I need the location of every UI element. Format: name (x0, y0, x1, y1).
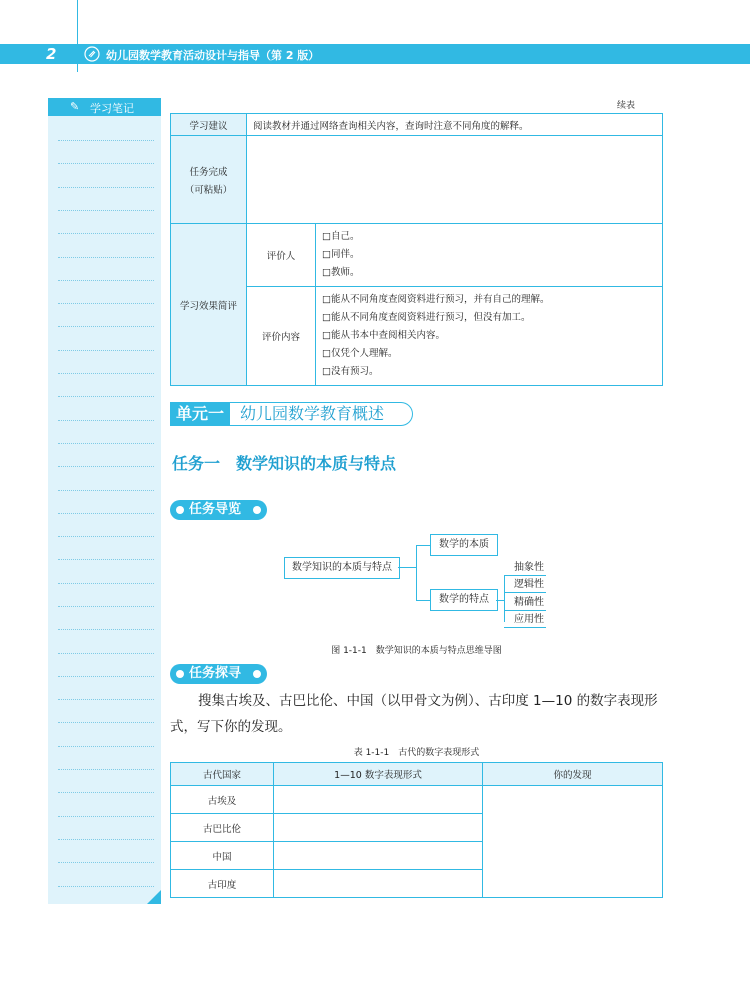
book-title: 幼儿园数学教育活动设计与指导（第 2 版） (106, 49, 320, 62)
col-header-numerals: 1—10 数字表现形式 (274, 763, 483, 786)
note-line (58, 676, 154, 677)
content-option[interactable]: □能从不同角度查阅资料进行预习，并有自己的理解。 (322, 294, 550, 305)
note-line (58, 163, 154, 164)
mindmap-branch-essence: 数学的本质 (430, 534, 498, 556)
content-option[interactable]: □仅凭个人理解。 (322, 348, 398, 359)
task-complete-line1: 任务完成 (189, 166, 228, 178)
country-cell: 古埃及 (171, 786, 274, 814)
content-options (316, 287, 663, 386)
note-line (58, 699, 154, 700)
note-line (58, 490, 154, 491)
numerals-cell[interactable] (274, 870, 483, 898)
note-line (58, 140, 154, 141)
mindmap-connector (416, 545, 417, 600)
eval-label: 学习效果简评 (171, 224, 247, 386)
mindmap-connector (496, 600, 504, 601)
dot-icon (253, 670, 261, 678)
note-line (58, 746, 154, 747)
figure-caption: 图 1-1-1 数学知识的本质与特点思维导图 (331, 646, 502, 656)
pencil-icon: ✎ (70, 100, 80, 113)
unit-title: 幼儿园数学教育概述 (230, 402, 413, 426)
evaluator-options (316, 224, 663, 287)
mindmap-leaf: 逻辑性 (512, 578, 546, 593)
content-option[interactable]: □能从书本中查阅相关内容。 (322, 330, 445, 341)
col-header-findings: 你的发现 (483, 763, 663, 786)
note-line (58, 583, 154, 584)
note-line (58, 769, 154, 770)
task-complete-area[interactable] (247, 136, 663, 224)
explore-paragraph: 搜集古埃及、古巴比伦、中国（以甲骨文为例）、古印度 1—10 的数字表现形式，写下你的发现。 (170, 693, 658, 735)
note-line (58, 420, 154, 421)
note-line (58, 187, 154, 188)
overview-label: 任务导览 (189, 502, 242, 517)
numerals-cell[interactable] (274, 786, 483, 814)
mindmap-connector (504, 592, 512, 593)
note-line (58, 606, 154, 607)
explore-label: 任务探寻 (189, 666, 242, 681)
notes-sidebar (48, 98, 161, 904)
note-line (58, 396, 154, 397)
evaluator-option[interactable]: □同伴。 (322, 249, 360, 260)
table-continued-label: 续表 (617, 101, 636, 111)
notes-sidebar-header (48, 98, 161, 116)
mindmap-connector (504, 627, 512, 628)
overview-heading (170, 500, 267, 520)
note-line (58, 443, 154, 444)
mindmap-connector (504, 575, 512, 576)
sidebar-corner-decoration (147, 890, 161, 904)
note-line (58, 559, 154, 560)
unit-tag: 单元一 (170, 402, 230, 426)
mindmap-leaf: 精确性 (512, 596, 546, 611)
numerals-cell[interactable] (274, 842, 483, 870)
note-line (58, 513, 154, 514)
mindmap-leaf: 应用性 (512, 613, 546, 628)
mindmap-connector (416, 600, 430, 601)
dot-icon (253, 506, 261, 514)
study-table (170, 113, 663, 386)
content-label: 评价内容 (247, 287, 316, 386)
paperclip-icon (84, 46, 100, 62)
col-header-country: 古代国家 (171, 763, 274, 786)
content-option[interactable]: □能从不同角度查阅资料进行预习，但没有加工。 (322, 312, 531, 323)
evaluator-option[interactable]: □教师。 (322, 267, 360, 278)
task-complete-label (171, 136, 247, 224)
note-line (58, 303, 154, 304)
numerals-table (170, 762, 663, 898)
suggestion-label: 学习建议 (171, 114, 247, 136)
dot-icon (176, 506, 184, 514)
note-line (58, 816, 154, 817)
note-line (58, 722, 154, 723)
note-line (58, 653, 154, 654)
task-complete-line2: （可粘贴） (184, 184, 233, 196)
explore-heading (170, 664, 267, 684)
task-title: 任务一 数学知识的本质与特点 (172, 454, 397, 473)
findings-cell[interactable] (483, 786, 663, 898)
evaluator-option[interactable]: □自己。 (322, 231, 360, 242)
dot-icon (176, 670, 184, 678)
suggestion-text: 阅读教材并通过网络查询相关内容，查询时注意不同角度的解释。 (247, 114, 663, 136)
mindmap-branch-features: 数学的特点 (430, 589, 498, 611)
country-cell: 古巴比伦 (171, 814, 274, 842)
note-line (58, 280, 154, 281)
note-line (58, 839, 154, 840)
note-line (58, 629, 154, 630)
country-cell: 古印度 (171, 870, 274, 898)
note-line (58, 233, 154, 234)
mindmap-connector (504, 575, 505, 622)
mindmap-connector (504, 610, 512, 611)
mindmap-connector (398, 567, 416, 568)
note-line (58, 373, 154, 374)
note-line (58, 350, 154, 351)
numerals-cell[interactable] (274, 814, 483, 842)
note-line (58, 257, 154, 258)
page-number: 2 (46, 45, 57, 63)
mindmap-root: 数学知识的本质与特点 (284, 557, 400, 579)
table-caption: 表 1-1-1 古代的数字表现形式 (353, 748, 480, 758)
country-cell: 中国 (171, 842, 274, 870)
evaluator-label: 评价人 (247, 224, 316, 287)
mindmap-connector (416, 545, 430, 546)
content-option[interactable]: □没有预习。 (322, 366, 379, 377)
note-line (58, 886, 154, 887)
note-line (58, 210, 154, 211)
note-line (58, 536, 154, 537)
note-line (58, 862, 154, 863)
notes-sidebar-title: 学习笔记 (90, 102, 134, 115)
note-line (58, 466, 154, 467)
note-line (58, 326, 154, 327)
note-line (58, 792, 154, 793)
mindmap-leaf: 抽象性 (512, 561, 546, 576)
